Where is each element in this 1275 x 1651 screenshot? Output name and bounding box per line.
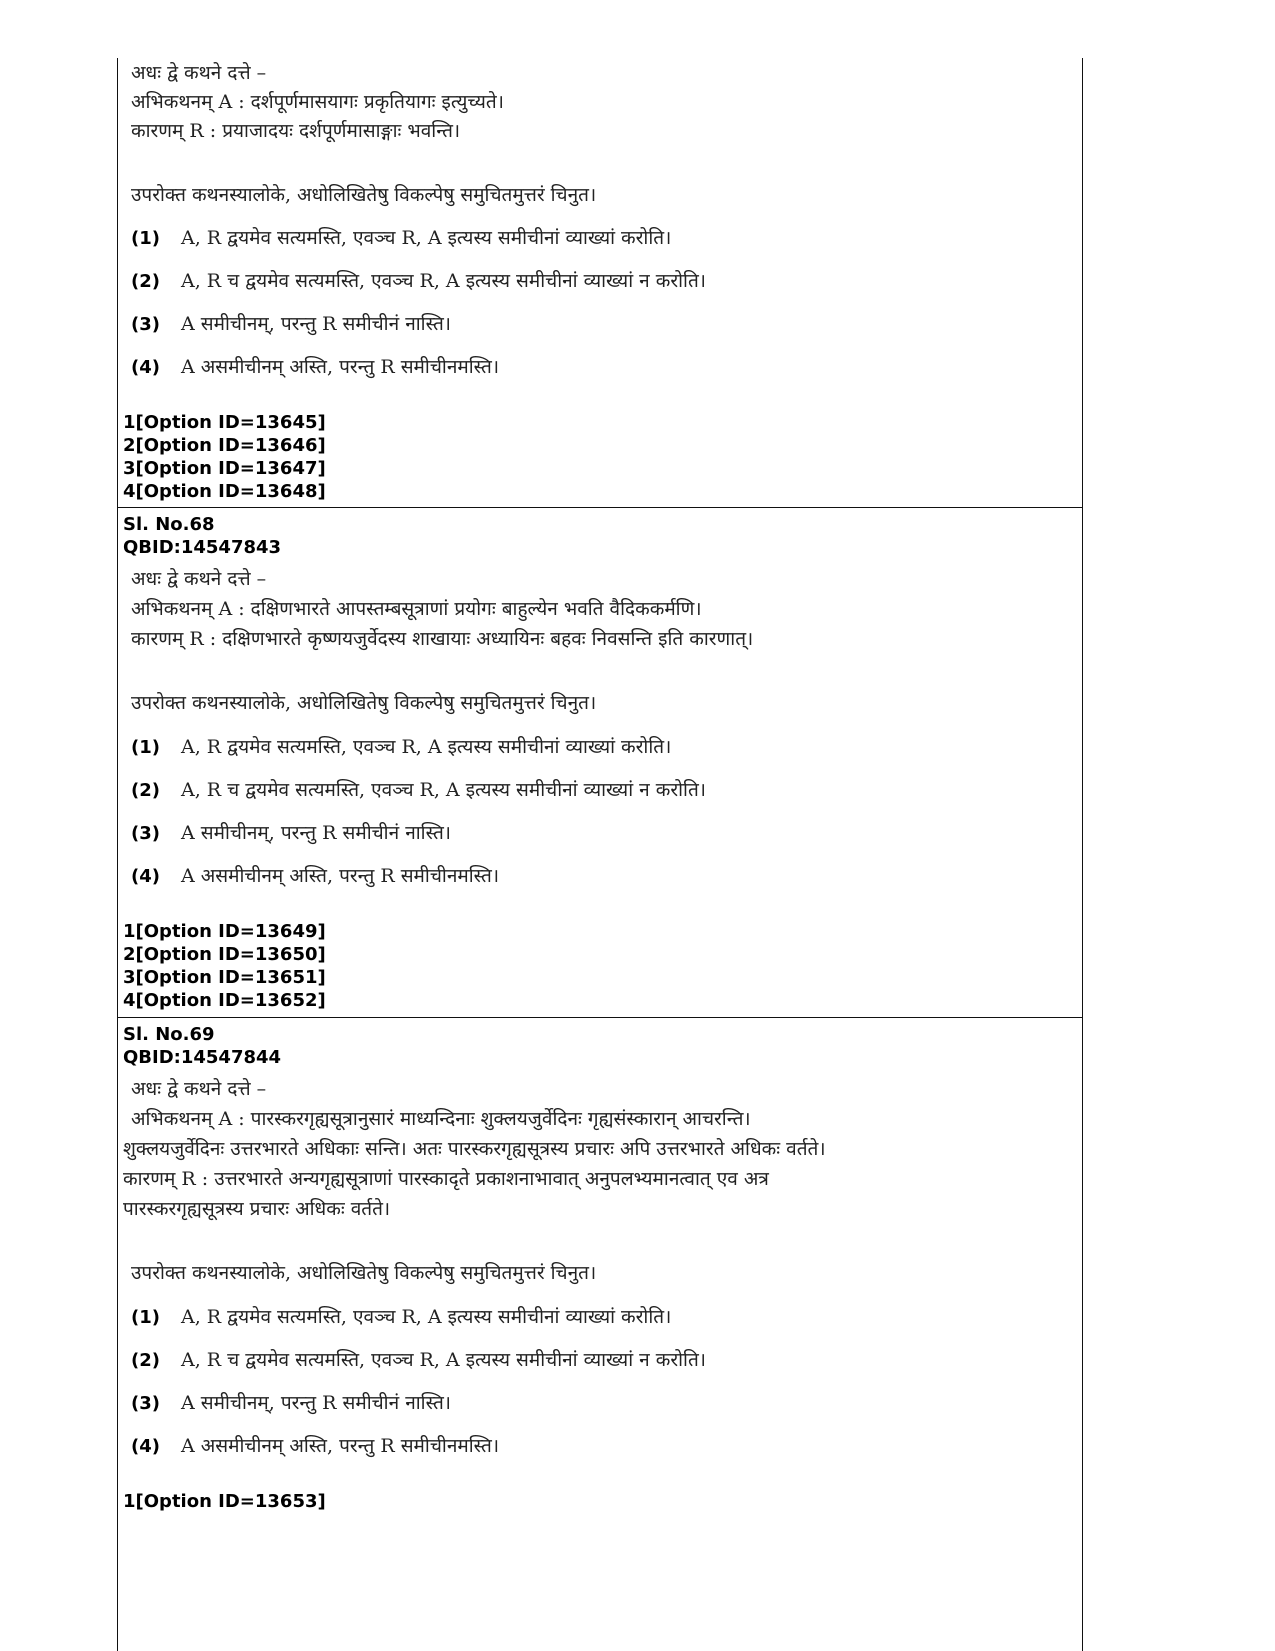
reason-line: कारणम् R : दक्षिणभारते कृष्णयजुर्वेदस्य शाखायाः अध्यायिनः बहवः निवसन्ति इति कारणात्। [131,628,754,650]
option-text: A, R द्वयमेव सत्यमस्ति, एवञ्च R, A इत्यस्य समीचीनां व्याख्यां करोति। [181,1306,672,1328]
option-id: 1[Option ID=13653] [123,1491,326,1512]
option-id: 1[Option ID=13649] [123,921,326,942]
assertion-line: अभिकथनम् A : दक्षिणभारते आपस्तम्बसूत्राणां प्रयोगः बाहुल्येन भवति वैदिककर्मणि। [131,598,702,620]
option-3 [131,818,451,849]
option-text: A, R च द्वयमेव सत्यमस्ति, एवञ्च R, A इत्यस्य समीचीनां व्याख्यां न करोति। [181,270,706,292]
serial-number: Sl. No.68 [123,514,215,535]
option-number: (3) [131,1393,160,1414]
option-1 [131,223,671,254]
option-3 [131,1388,451,1419]
option-2 [131,266,706,297]
option-number: (4) [131,866,160,887]
option-number: (2) [131,271,160,292]
question-line: अधः द्वे कथने दत्ते – [131,1078,267,1100]
option-4 [131,861,499,892]
option-3 [131,309,451,340]
option-1 [131,1302,671,1333]
question-line: अधः द्वे कथने दत्ते – [131,568,267,590]
option-text: A, R द्वयमेव सत्यमस्ति, एवञ्च R, A इत्यस्य समीचीनां व्याख्यां करोति। [181,736,672,758]
option-id: 2[Option ID=13646] [123,435,326,456]
option-text: A असमीचीनम् अस्ति, परन्तु R समीचीनमस्ति। [181,865,500,887]
question-block-69 [118,1018,1082,1651]
option-number: (1) [131,1307,160,1328]
assertion-line: अभिकथनम् A : पारस्करगृह्यसूत्रानुसारं माध्यन्दिनाः शुक्लयजुर्वेदिनः गृह्यसंस्कारान् आचरन्ति। [131,1108,751,1130]
option-number: (4) [131,1436,160,1457]
question-line: अधः द्वे कथने दत्ते – [131,62,267,84]
option-text: A, R च द्वयमेव सत्यमस्ति, एवञ्च R, A इत्यस्य समीचीनां व्याख्यां न करोति। [181,779,706,801]
option-4 [131,1431,499,1462]
option-text: A, R च द्वयमेव सत्यमस्ति, एवञ्च R, A इत्यस्य समीचीनां व्याख्यां न करोति। [181,1349,706,1371]
option-number: (1) [131,228,160,249]
option-number: (4) [131,357,160,378]
option-text: A समीचीनम्, परन्तु R समीचीनं नास्ति। [181,1392,451,1414]
option-number: (2) [131,1350,160,1371]
option-id: 1[Option ID=13645] [123,412,326,433]
serial-number: Sl. No.69 [123,1024,215,1045]
option-id: 3[Option ID=13651] [123,967,326,988]
instruction-line: उपरोक्त कथनस्यालोके, अधोलिखितेषु विकल्पेषु समुचितमुत्तरं चिनुत। [131,692,597,714]
option-id: 2[Option ID=13650] [123,944,326,965]
reason-line: कारणम् R : उत्तरभारते अन्यगृह्यसूत्राणां पारस्कादृते प्रकाशनाभावात् अनुपलभ्यमानत्वात् एव अत्र [123,1168,769,1190]
instruction-line: उपरोक्त कथनस्यालोके, अधोलिखितेषु विकल्पेषु समुचितमुत्तरं चिनुत। [131,1262,597,1284]
qbid: QBID:14547843 [123,537,282,558]
option-text: A, R द्वयमेव सत्यमस्ति, एवञ्च R, A इत्यस्य समीचीनां व्याख्यां करोति। [181,227,672,249]
question-block-67 [118,58,1082,508]
question-paper-sheet [117,58,1083,1651]
option-number: (2) [131,780,160,801]
option-number: (3) [131,823,160,844]
option-2 [131,775,706,806]
option-text: A असमीचीनम् अस्ति, परन्तु R समीचीनमस्ति। [181,1435,500,1457]
option-text: A समीचीनम्, परन्तु R समीचीनं नास्ति। [181,313,451,335]
option-number: (3) [131,314,160,335]
reason-line: पारस्करगृह्यसूत्रस्य प्रचारः अधिकः वर्तते। [123,1198,391,1220]
option-id: 4[Option ID=13652] [123,990,326,1011]
option-id: 4[Option ID=13648] [123,481,326,502]
option-id: 3[Option ID=13647] [123,458,326,479]
option-2 [131,1345,706,1376]
option-number: (1) [131,737,160,758]
assertion-line: अभिकथनम् A : दर्शपूर्णमासयागः प्रकृतियागः इत्युच्यते। [131,91,504,113]
instruction-line: उपरोक्त कथनस्यालोके, अधोलिखितेषु विकल्पेषु समुचितमुत्तरं चिनुत। [131,184,597,206]
reason-line: कारणम् R : प्रयाजादयः दर्शपूर्णमासाङ्गाः भवन्ति। [131,120,461,142]
option-text: A असमीचीनम् अस्ति, परन्तु R समीचीनमस्ति। [181,356,500,378]
qbid: QBID:14547844 [123,1047,282,1068]
question-block-68 [118,508,1082,1018]
assertion-line: शुक्लयजुर्वेदिनः उत्तरभारते अधिकाः सन्ति। अतः पारस्करगृह्यसूत्रस्य प्रचारः अपि उत्तरभारते अधिकः वर्तते। [123,1138,826,1160]
option-4 [131,352,499,383]
option-text: A समीचीनम्, परन्तु R समीचीनं नास्ति। [181,822,451,844]
option-1 [131,732,671,763]
